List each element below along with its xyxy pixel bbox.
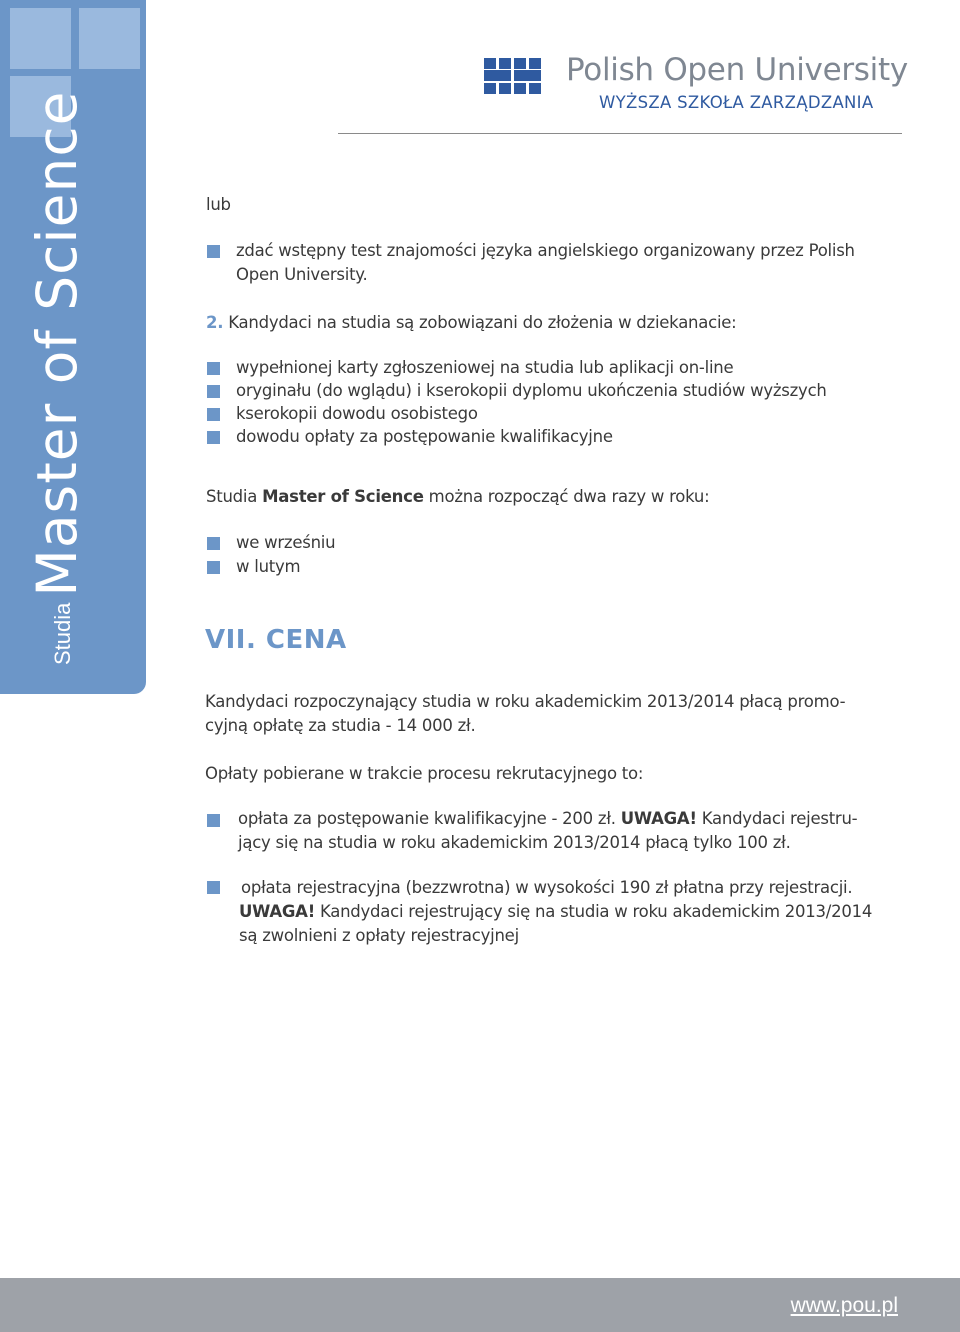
warning-label: UWAGA! <box>239 902 315 921</box>
price-line1: Kandydaci rozpoczynający studia w roku akademickim 2013/2014 płacą promo- <box>205 692 846 711</box>
start-sentence-before: Studia <box>206 487 263 506</box>
sidebar-small-label: Studia <box>50 602 75 665</box>
sidebar-big-label: Master of Science <box>25 90 89 597</box>
fee1-line2: jący się na studia w roku akademickim 2013/2014 płacą tylko 100 zł. <box>238 833 791 852</box>
footer-bar <box>0 1278 960 1332</box>
fee1-text: opłata za postępowanie kwalifikacyjne - 200 zł. <box>238 809 621 828</box>
start-term: w lutym <box>236 557 301 576</box>
sidebar-banner <box>0 0 146 694</box>
point-text: Kandydaci na studia są zobowiązani do złożenia w dziekanacie: <box>228 313 737 332</box>
start-term: we wrześniu <box>236 533 336 552</box>
brand-subtitle: WYŻSZA SZKOŁA ZARZĄDZANIA <box>599 93 874 112</box>
program-name: Master of Science <box>262 487 424 506</box>
fee2-line2 <box>239 900 872 924</box>
fee2-line3: są zwolnieni z opłaty rejestracyjnej <box>239 926 519 945</box>
decor-square <box>10 8 71 69</box>
bullet-icon <box>207 408 220 421</box>
bullet-icon <box>207 881 220 894</box>
warning-label: UWAGA! <box>620 809 697 828</box>
document-item: wypełnionej karty zgłoszeniowej na studia lub aplikacji on-line <box>236 358 734 377</box>
or-text: lub <box>206 195 231 214</box>
brand-name: Polish Open University <box>566 52 908 88</box>
bullet-icon <box>207 537 220 550</box>
fee2-text-after: Kandydaci rejestrujący się na studia w roku akademickim 2013/2014 <box>314 902 873 921</box>
bullet-icon <box>207 245 220 258</box>
fee1-line1 <box>238 807 857 831</box>
fee1-text-after: Kandydaci rejestru- <box>696 809 858 828</box>
header-divider <box>338 133 902 134</box>
document-item: dowodu opłaty za postępowanie kwalifikacyjne <box>236 427 613 446</box>
website-link[interactable]: www.pou.pl <box>790 1294 898 1317</box>
document-item: oryginału (do wglądu) i kserokopii dyplomu ukończenia studiów wyższych <box>236 381 827 400</box>
english-test-line2: Open University. <box>236 265 368 284</box>
sidebar-title <box>25 90 89 665</box>
start-sentence <box>206 485 709 509</box>
bullet-icon <box>207 561 220 574</box>
point-2 <box>206 311 737 335</box>
bullet-icon <box>207 362 220 375</box>
point-number: 2. <box>206 313 224 332</box>
section-title: VII. CENA <box>205 625 347 655</box>
decor-square <box>79 8 140 69</box>
fee2-line1: opłata rejestracyjna (bezzwrotna) w wysokości 190 zł płatna przy rejestracji. <box>241 878 853 897</box>
university-logo-icon <box>484 58 542 94</box>
bullet-icon <box>207 814 220 827</box>
english-test-line1: zdać wstępny test znajomości języka angielskiego organizowany przez Polish <box>236 241 855 260</box>
document-item: kserokopii dowodu osobistego <box>236 404 478 423</box>
fees-intro: Opłaty pobierane w trakcie procesu rekrutacyjnego to: <box>205 764 644 783</box>
bullet-icon <box>207 385 220 398</box>
start-sentence-after: można rozpocząć dwa razy w roku: <box>423 487 710 506</box>
bullet-icon <box>207 431 220 444</box>
price-line2: cyjną opłatę za studia - 14 000 zł. <box>205 716 476 735</box>
